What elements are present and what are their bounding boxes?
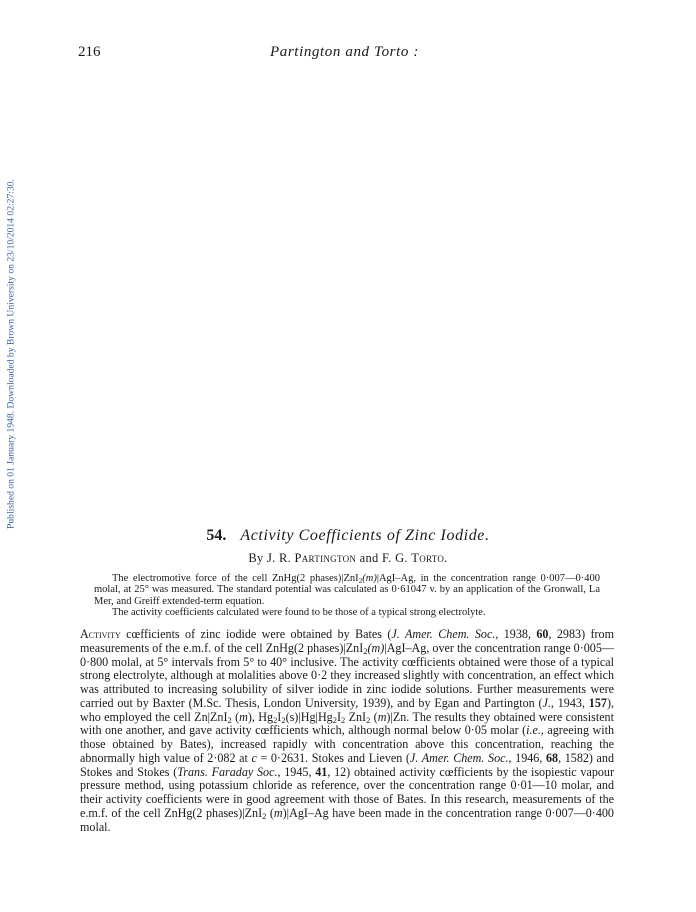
body-text-run: = 0·2631. Stokes and Lieven ( (256, 750, 410, 765)
italic-symbol: (m) (362, 573, 377, 584)
byline-and: and F. G. (356, 551, 412, 565)
body-text (80, 628, 614, 834)
subscript: 2 (341, 714, 346, 725)
body-text-run: cœfficients of zinc iodide were obtained by Bates ( (120, 627, 392, 641)
abstract (94, 573, 600, 618)
body-text-run: , 1582) and Stokes and Stokes ( (80, 750, 615, 779)
abstract-paragraph (94, 573, 600, 607)
abstract-text: |AgI–Ag, in the concentration range 0·007—0·400 molal, at 25° was measured. The standard potential was calculated as 0·61047 v. by an application of the Gronwall, La Mer, and Greiff extended-term equation. (94, 573, 600, 607)
download-stamp (6, 156, 16, 551)
subscript: 2 (281, 714, 286, 725)
body-text-run: )|Zn. The results they obtained were consistent with one another, and gave activity cœfficients which, although normal below 0·05 molar ( (80, 709, 614, 738)
italic-abbreviation: i.e. (526, 723, 541, 738)
subscript: 2 (366, 714, 371, 725)
author-byline (0, 551, 696, 566)
byline-end: . (444, 551, 448, 565)
body-text-run: ), Hg (247, 709, 274, 724)
body-text-run: , 2983) from measurements of the e.m.f. of the cell ZnHg(2 phases)|ZnI (80, 627, 615, 655)
volume-number: 68 (546, 750, 559, 765)
author-2-surname: Torto (411, 551, 445, 565)
article-title (0, 527, 696, 545)
lead-word: Activity (80, 627, 121, 641)
subscript: 2 (332, 714, 337, 725)
volume-number: 60 (536, 627, 549, 641)
author-1-surname: Partington (294, 551, 357, 565)
subscript: 2 (227, 714, 232, 725)
italic-symbol: c (251, 750, 257, 765)
body-text-run: , 1938, (495, 627, 537, 641)
body-text-run: ( (370, 709, 378, 724)
body-text-run: (s)|Hg|Hg (285, 709, 333, 724)
body-text-run: I (336, 709, 341, 724)
body-text-run: )|AgI–Ag have been made in the concentration range 0·007—0·400 molal. (80, 805, 614, 834)
journal-name: J. (542, 695, 551, 710)
italic-symbol: m (239, 709, 248, 724)
volume-number: 41 (315, 764, 328, 779)
body-text-run: , 1943, (550, 695, 589, 710)
subscript: 2 (273, 714, 278, 725)
article-title-text: Activity Coefficients of Zinc Iodide. (240, 527, 490, 544)
article-number: 54. (206, 527, 227, 544)
subscript: 2 (262, 810, 267, 821)
body-text-run: |AgI–Ag, over the concentration range 0·005—0·800 molal, at 5° intervals from 5° to 40° inclusive. The activity cœfficients obtained were those of a typical strong electrolyte, although at molalities above 0·2 they increased slightly with concentration, an effect which was attributed to increasing solubility of silver iodide in zinc iodide solutions. Further measurements were carried out by Baxter (M.Sc. Thesis, London University, 1939), and by Egan and Partington ( (80, 640, 614, 710)
abstract-paragraph (94, 607, 600, 618)
journal-name: J. Amer. Chem. Soc. (409, 750, 509, 765)
journal-name: J. Amer. Chem. Soc. (391, 627, 496, 641)
italic-symbol: m (273, 805, 283, 820)
italic-symbol: (m) (367, 640, 385, 655)
subscript: 2 (358, 576, 363, 585)
body-paragraph (80, 628, 614, 834)
journal-name: Trans. Faraday Soc. (177, 764, 278, 779)
body-text-run: ), who employed the cell Zn|ZnI (80, 695, 614, 724)
body-text-run: , agreeing with those obtained by Bates), increased rapidly with concentration above this concentration, reaching the abnormally high value of 2·082 at (80, 723, 614, 765)
italic-symbol: m (377, 709, 387, 724)
body-text-run: ZnI (345, 709, 367, 724)
body-text-run: , 12) obtained activity cœfficients by the isopiestic vapour pressure method, using potassium chloride as reference, over the concentration range 0·01—10 molar, and their activity coefficients were in good agreement with those of Bates. In this research, measurements of the e.m.f. of the cell ZnHg(2 phases)|ZnI (80, 764, 614, 820)
body-text-run: ( (231, 709, 240, 724)
page-number: 216 (78, 44, 101, 60)
byline-by: By J. R. (248, 551, 295, 565)
body-text-run: , 1945, (277, 764, 316, 779)
volume-number: 157 (588, 695, 607, 710)
subscript: 2 (363, 645, 368, 656)
running-head: Partington and Torto : (270, 44, 419, 60)
body-text-run: I (277, 709, 282, 724)
download-stamp-text: Published on 01 January 1948. Downloaded by Brown University on 23/10/2014 02:27:30. (5, 178, 17, 529)
body-text-run: , 1946, (508, 750, 546, 765)
abstract-text: The activity coefficients calculated were found to be those of a typical strong electrolyte. (112, 606, 486, 618)
abstract-text: The electromotive force of the cell ZnHg(2 phases)|ZnI (112, 573, 359, 584)
body-text-run: ( (266, 805, 274, 820)
